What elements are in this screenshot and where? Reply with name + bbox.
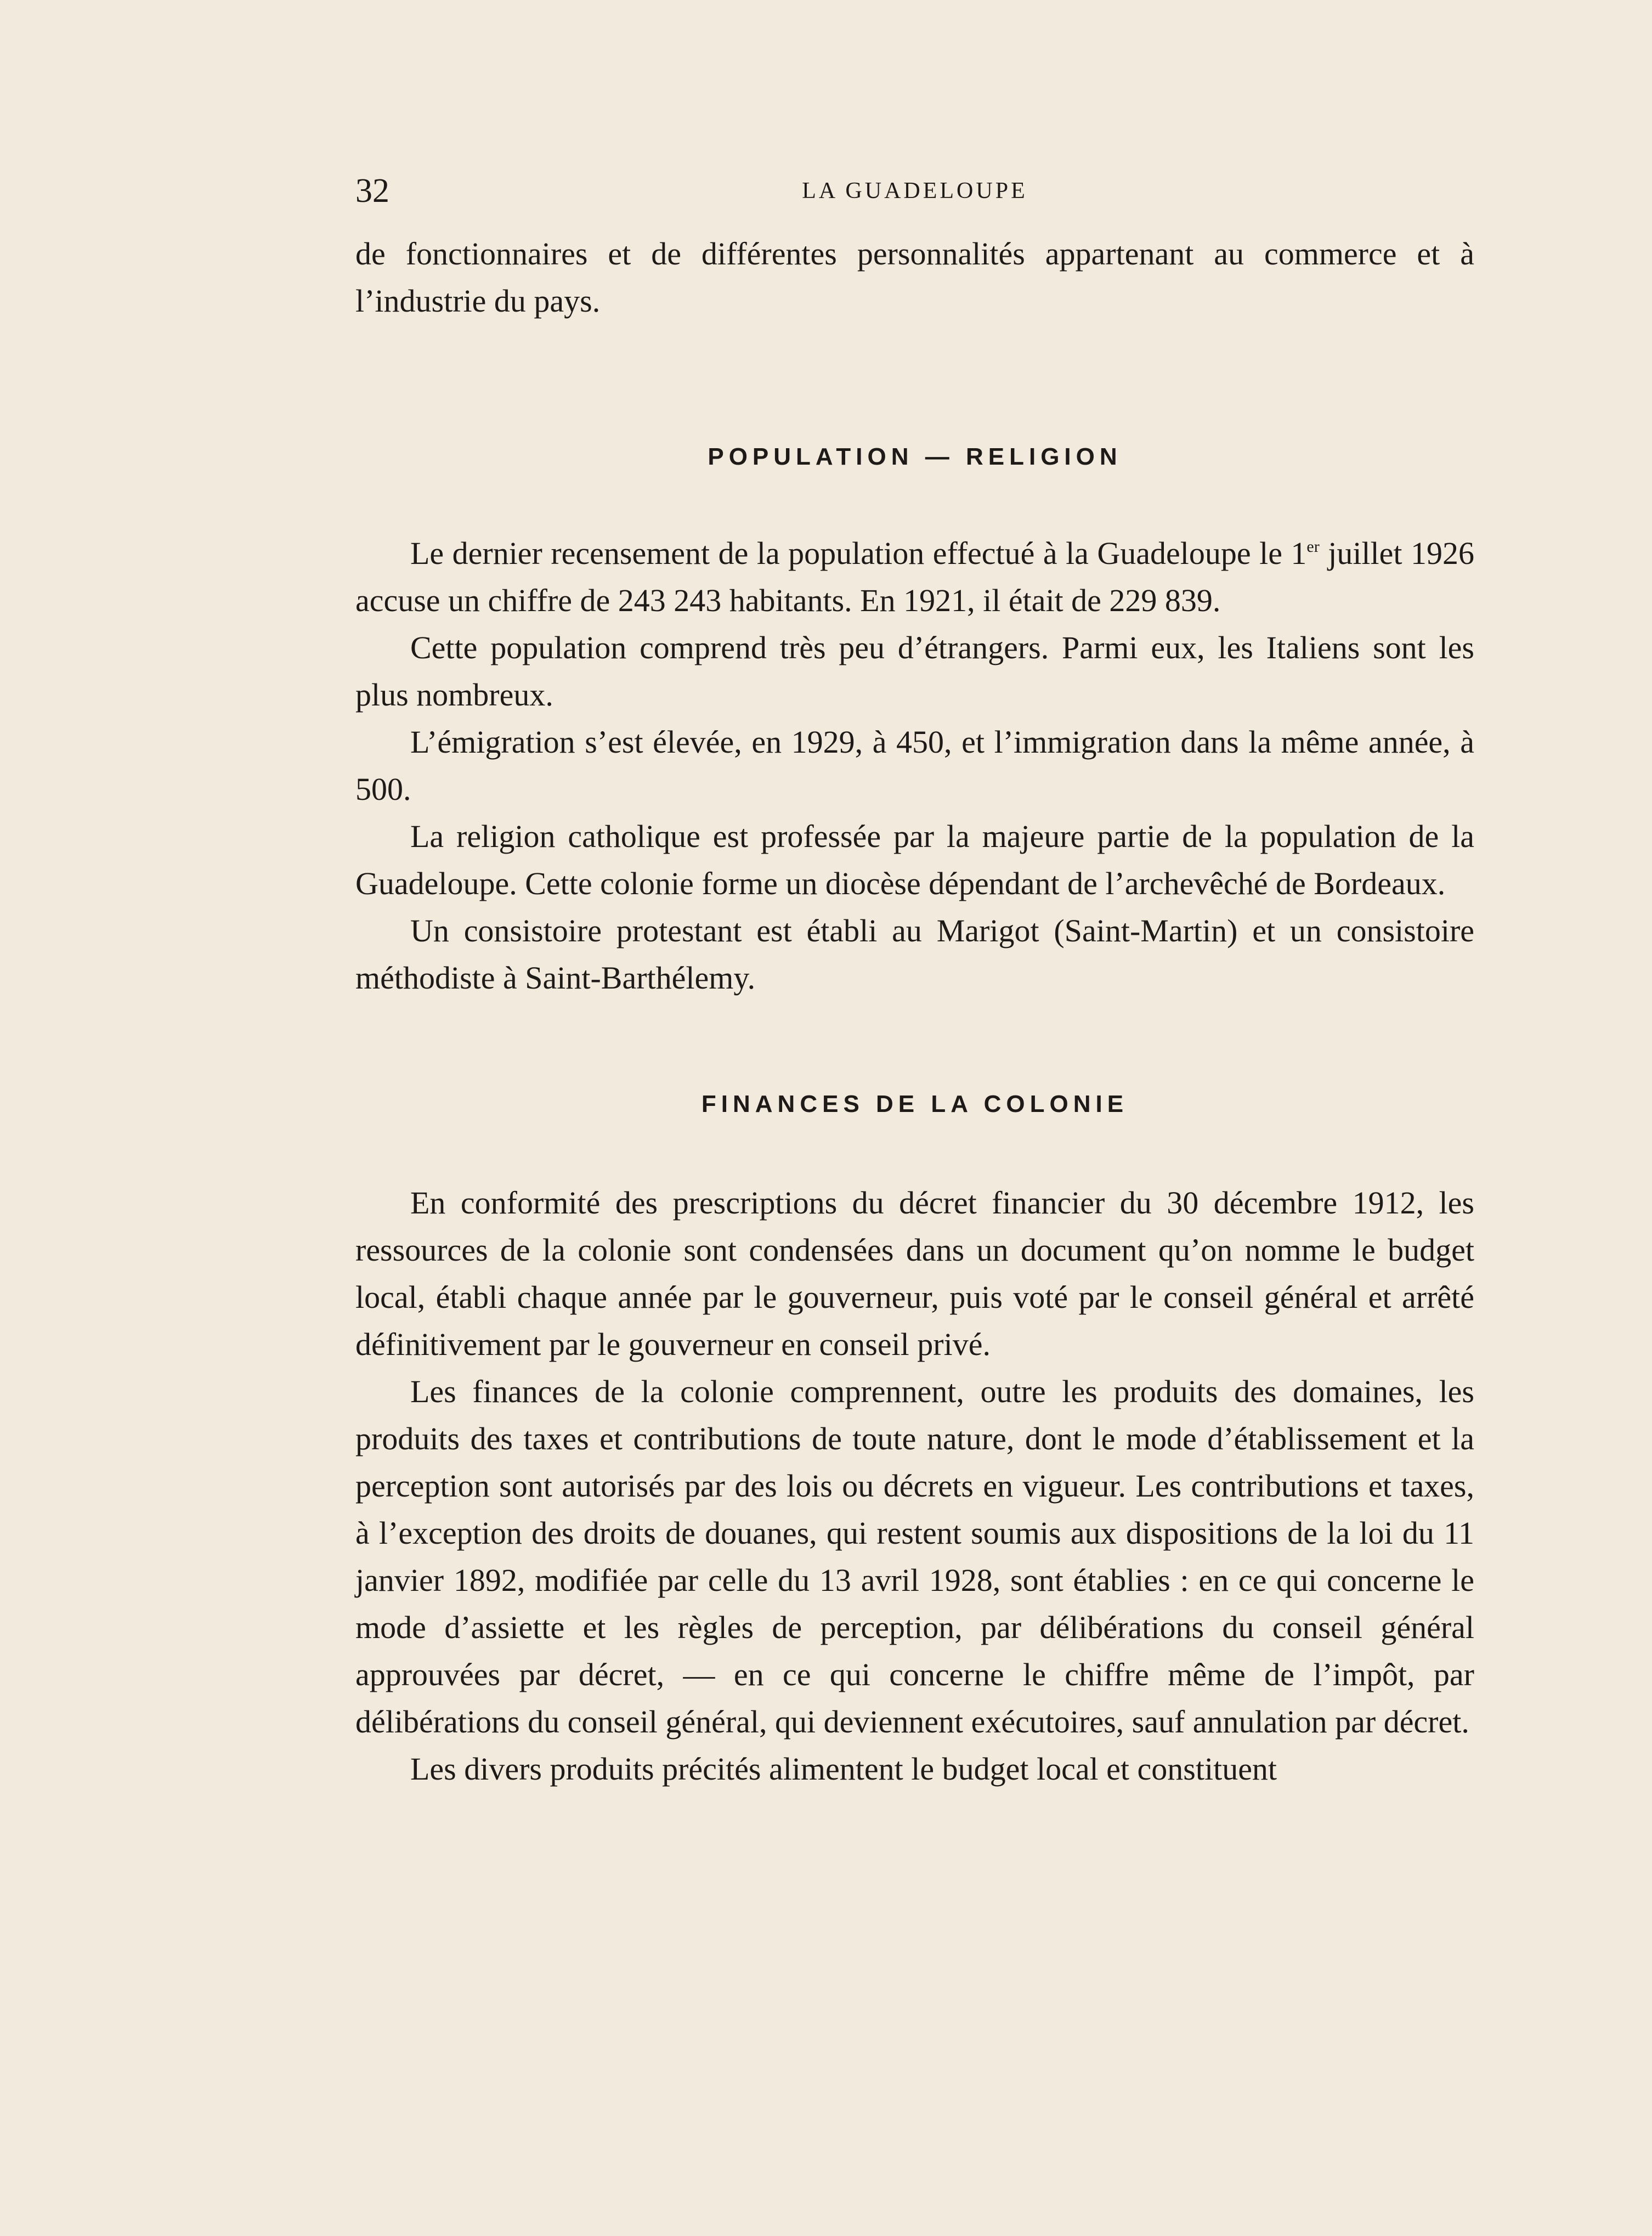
intro-paragraph: de fonctionnaires et de différentes personnalités appartenant au commerce et à l’industrie du pays. [355, 236, 1474, 319]
finances-paragraph-1: En conformité des prescriptions du décret financier du 30 décembre 1912, les ressources de la colonie sont condensées dans un document qu’on nomme le budget local, établi chaque année par le gouverneur, puis voté par le conseil général et arrêté définitivement par le gouverneur en conseil privé. [355, 1185, 1474, 1362]
population-paragraph-2: Cette population comprend très peu d’étrangers. Parmi eux, les Italiens sont les plus nombreux. [355, 630, 1474, 713]
population-paragraph-1 [355, 530, 1474, 624]
religion-paragraph-1: La religion catholique est professée par la majeure partie de la population de la Guadeloupe. Cette colonie forme un diocèse dépendant de l’archevêché de Bordeaux. [355, 818, 1474, 901]
population-paragraph-3: L’émigration s’est élevée, en 1929, à 450, et l’immigration dans la même année, à 500. [355, 724, 1474, 807]
finances-heading: FINANCES DE LA COLONIE [701, 1091, 1129, 1117]
ordinal-superscript: er [1306, 538, 1320, 556]
finances-paragraph-2: Les finances de la colonie comprennent, outre les produits des domaines, les produits des taxes et contributions de toute nature, dont le mode d’établissement et la perception sont autorisés par des lois ou décrets en vigueur. Les contributions et taxes, à l’exception des droits de douanes, qui restent soumis aux dispositions de la loi du 11 janvier 1892, modifiée par celle du 13 avril 1928, sont établies : en ce qui concerne le mode d’assiette et les règles de perception, par délibérations du conseil général approuvées par décret, — en ce qui concerne le chiffre même de l’impôt, par délibérations du conseil général, qui deviennent exécutoires, sauf annulation par décret. [355, 1374, 1474, 1740]
page-header [355, 169, 1474, 213]
page-number: 32 [355, 172, 389, 210]
population-heading: POPULATION — RELIGION [708, 443, 1122, 470]
running-title: LA GUADELOUPE [802, 178, 1028, 204]
population-paragraph-1-end: juillet 1926 accuse un chiffre de 243 243 habitants. En 1921, il était de 229 839. [355, 535, 1474, 618]
population-paragraph-1-start: Le dernier recensement de la population effectué à la Guadeloupe le 1 [410, 535, 1307, 571]
page-body [355, 230, 1474, 1793]
religion-paragraph-2: Un consistoire protestant est établi au Marigot (Saint-Martin) et un consistoire méthodiste à Saint-Barthélemy. [355, 913, 1474, 996]
finances-paragraph-3: Les divers produits précités alimentent le budget local et constituent [410, 1751, 1277, 1787]
